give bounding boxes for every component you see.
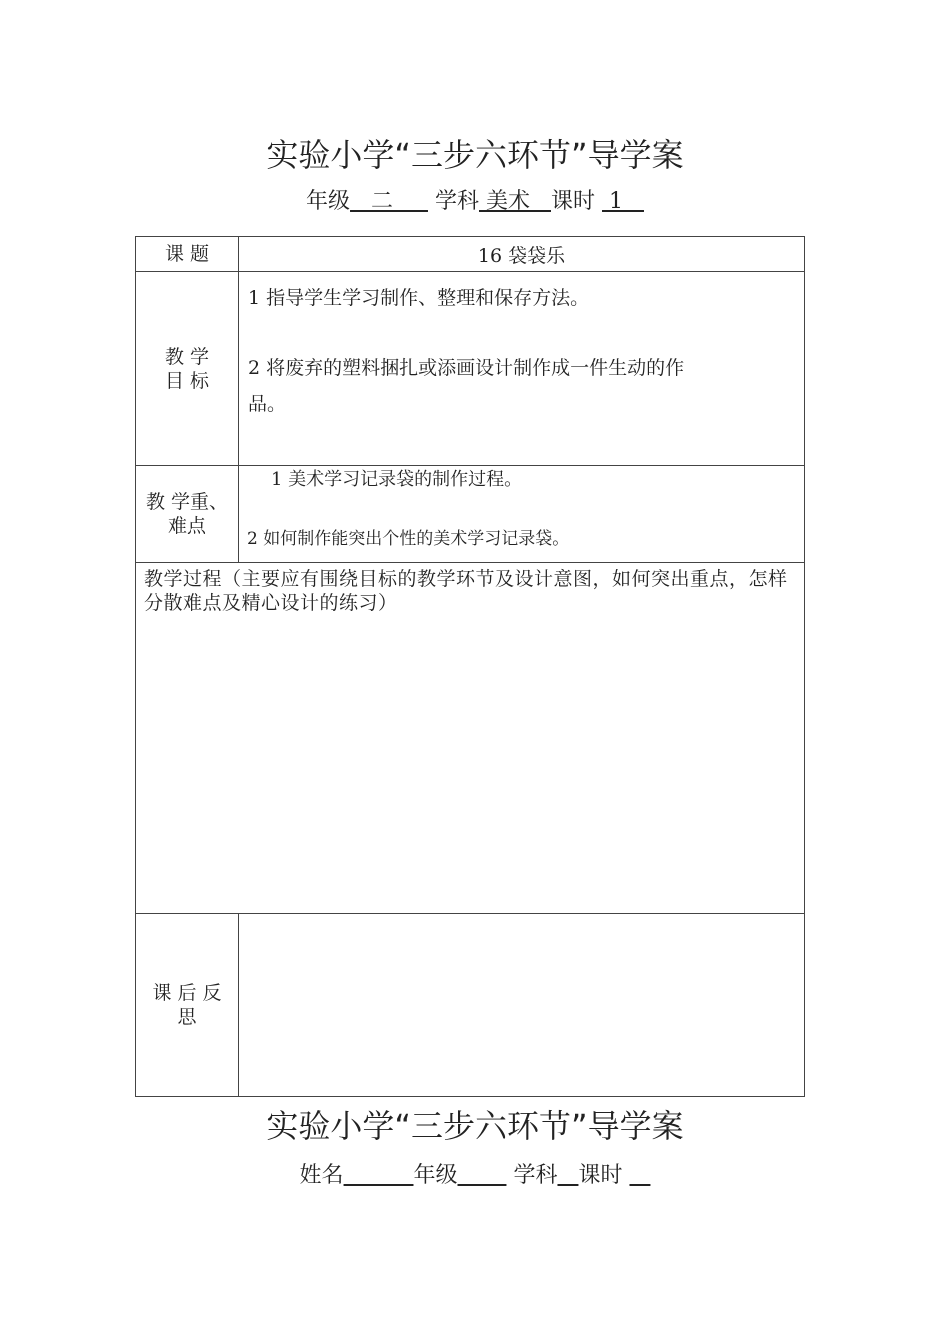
subject-value: 美术 <box>479 189 551 214</box>
period-label: 课时 <box>550 189 595 214</box>
second-document-title: 实验小学“三步六环节”导学案 <box>266 1107 684 1145</box>
name-blank[interactable] <box>344 1163 414 1188</box>
name-label: 姓名 <box>299 1163 344 1188</box>
header-info-line <box>0 184 950 215</box>
process-cell: 教学过程（主要应有围绕目标的教学环节及设计意图，如何突出重点，怎样分散难点及精心设计的练习） <box>136 563 805 914</box>
topic-value: 16 袋袋乐 <box>239 237 805 272</box>
goal-item-1: 1 指导学生学习制作、整理和保存方法。 <box>248 287 590 309</box>
period-value: 1 <box>602 189 644 214</box>
reflection-row <box>136 914 805 1097</box>
subject-label: 学科 <box>434 189 479 214</box>
footer-grade-label: 年级 <box>413 1163 458 1188</box>
document-title: 实验小学“三步六环节”导学案 <box>266 136 684 174</box>
key-points-row <box>136 466 805 563</box>
goals-label: 教 学 目 标 <box>136 272 239 466</box>
subject-blank[interactable] <box>557 1163 578 1188</box>
footer-info-line <box>0 1158 950 1189</box>
lesson-plan-table <box>135 236 805 1097</box>
period-blank[interactable] <box>629 1163 650 1188</box>
goal-item-2-cont: 品。 <box>248 393 287 415</box>
footer-period-label: 课时 <box>578 1163 623 1188</box>
topic-row <box>136 237 805 272</box>
goals-cell <box>239 272 805 466</box>
key-item-2: 2 如何制作能突出个性的美术学习记录袋。 <box>247 529 570 549</box>
process-row <box>136 563 805 914</box>
goals-row <box>136 272 805 466</box>
grade-label: 年级 <box>306 189 351 214</box>
reflection-label: 课 后 反 思 <box>136 914 239 1097</box>
key-points-label: 教 学重、 难点 <box>136 466 239 563</box>
footer-subject-label: 学科 <box>513 1163 558 1188</box>
goal-item-2: 2 将废弃的塑料捆扎或添画设计制作成一件生动的作 <box>248 357 685 379</box>
reflection-cell[interactable] <box>239 914 805 1097</box>
topic-label: 课 题 <box>136 237 239 272</box>
grade-blank[interactable] <box>458 1163 507 1188</box>
key-points-cell <box>239 466 805 563</box>
key-item-1: 1 美术学习记录袋的制作过程。 <box>271 469 523 490</box>
grade-value: 二 <box>350 189 428 214</box>
